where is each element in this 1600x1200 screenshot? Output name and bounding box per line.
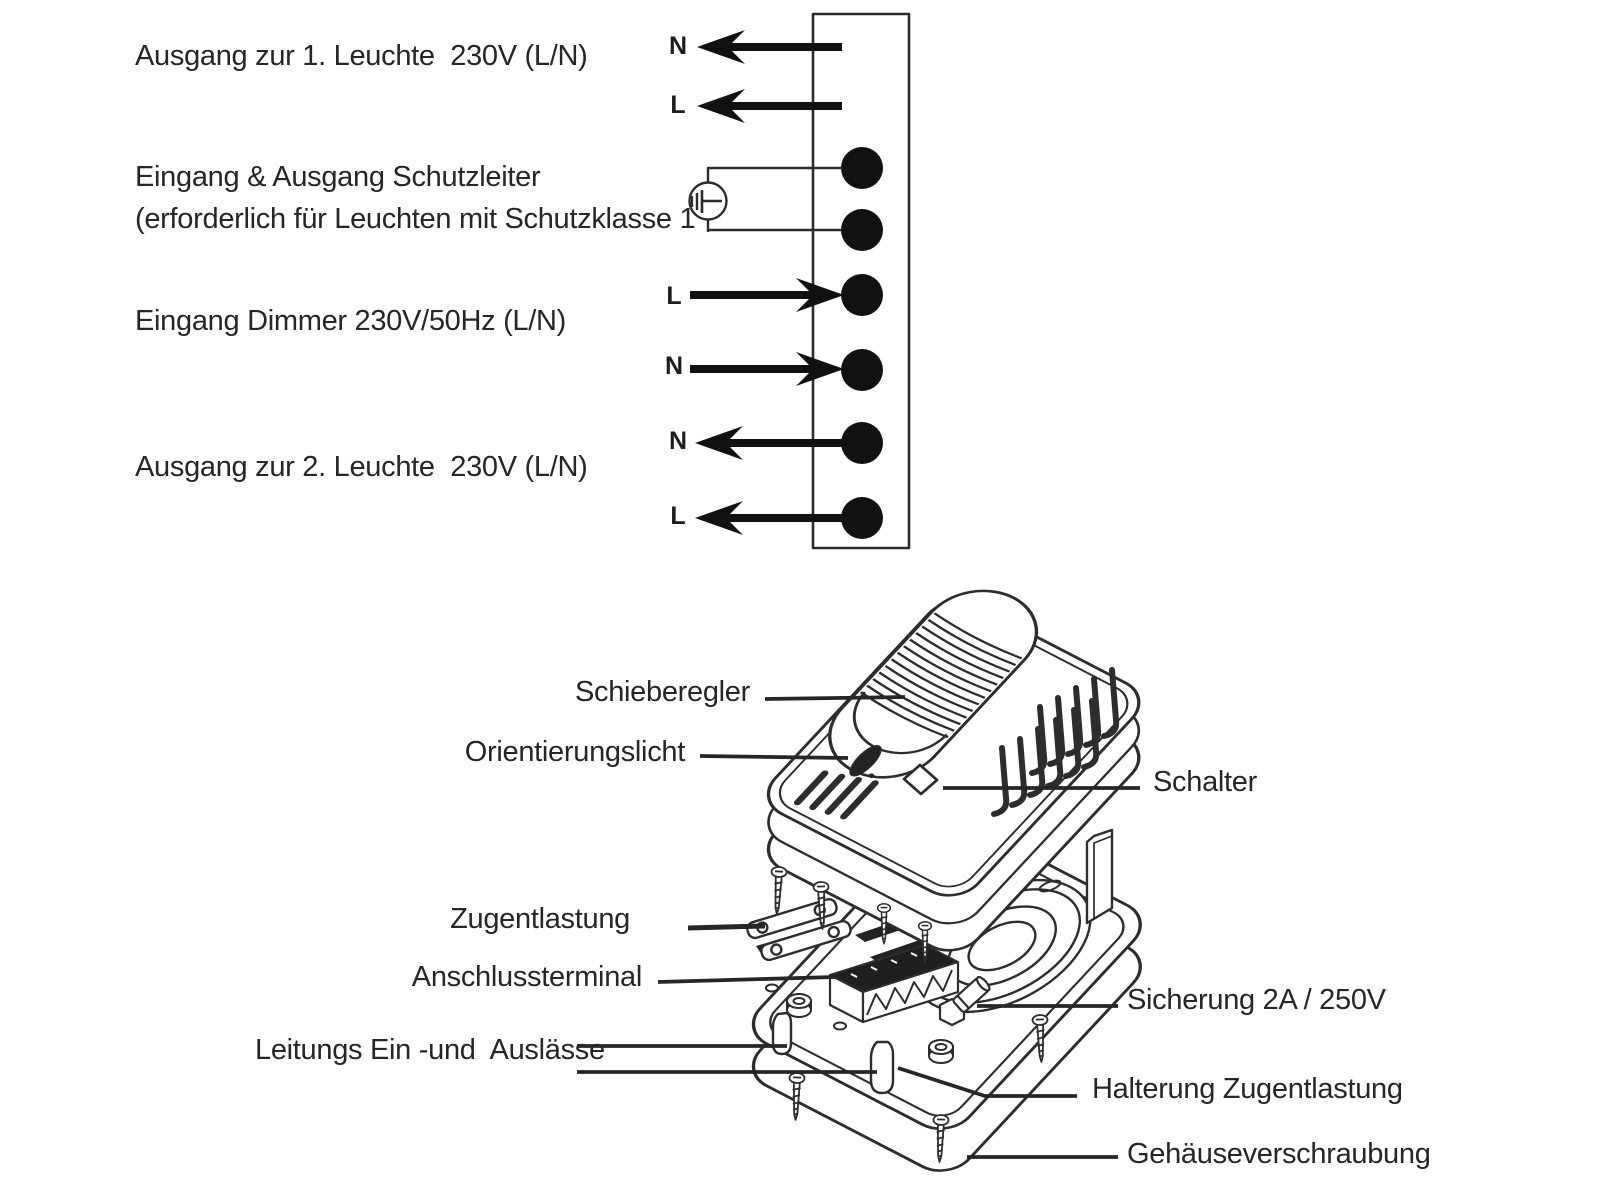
terminal-letter-l2: L [666, 282, 682, 310]
leader-zugentlastung [688, 926, 765, 928]
terminal-dot [841, 274, 883, 316]
terminal-dot [841, 209, 883, 251]
label-zugentlastung: Zugentlastung [450, 903, 630, 935]
label-schieberegler: Schieberegler [574, 676, 750, 708]
leader-orientierungslicht [700, 756, 848, 758]
terminal-dot [841, 147, 883, 189]
terminal-dot [841, 422, 883, 464]
label-gehaeuse: Gehäuseverschraubung [1127, 1138, 1431, 1170]
label-output-1: Ausgang zur 1. Leuchte 230V (L/N) [135, 40, 588, 72]
terminal-strip-diagram [690, 14, 910, 548]
terminal-dot [841, 497, 883, 539]
label-dimmer-input: Eingang Dimmer 230V/50Hz (L/N) [135, 305, 567, 337]
label-output-2: Ausgang zur 2. Leuchte 230V (L/N) [135, 451, 588, 483]
terminal-letter-n3: N [668, 427, 688, 455]
terminal-letter-l3: L [670, 502, 686, 530]
label-schalter: Schalter [1153, 766, 1257, 798]
leader-schieberegler [765, 697, 905, 699]
terminal-letter-n2: N [664, 352, 684, 380]
label-orientierungslicht: Orientierungslicht [464, 736, 685, 768]
label-ground-line1: Eingang & Ausgang Schutzleiter [135, 161, 541, 193]
label-halterung: Halterung Zugentlastung [1092, 1073, 1403, 1105]
screw-icon [769, 867, 786, 915]
terminal-letter-n1: N [668, 32, 688, 60]
label-sicherung: Sicherung 2A / 250V [1127, 984, 1386, 1016]
terminal-dot [841, 349, 883, 391]
label-anschlussterminal: Anschlussterminal [411, 961, 642, 993]
label-leitungs: Leitungs Ein -und Auslässe [255, 1034, 605, 1066]
label-ground-line2: (erforderlich für Leuchten mit Schutzklasse 1 [135, 203, 696, 235]
terminal-letter-l1: L [670, 91, 686, 119]
